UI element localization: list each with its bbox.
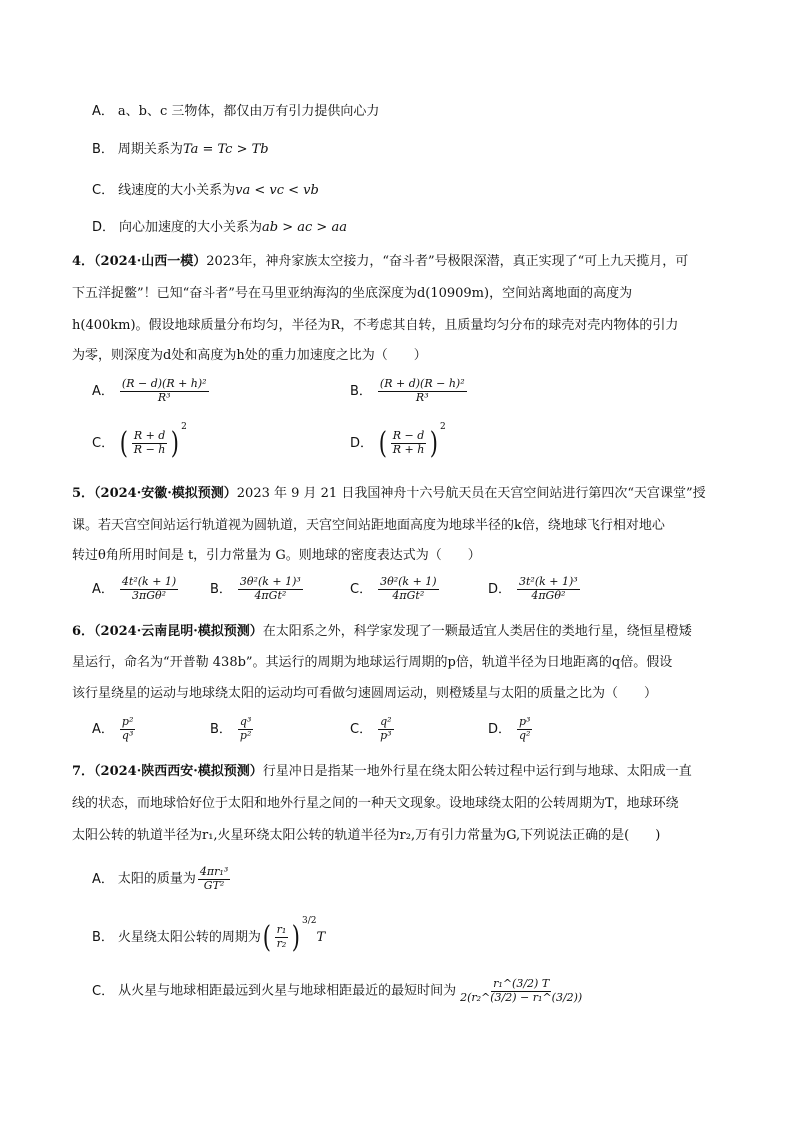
option-text: 从火星与地球相距最远到火星与地球相距最近的最短时间为 xyxy=(118,983,457,999)
fraction-denominator: 4πGθ² xyxy=(531,588,566,602)
fraction-denominator: R³ xyxy=(415,390,429,404)
q6-stem-line-2: 星运行，命名为“开普勒 438b”。其运行的周期为地球运行周期的p倍，轨道半径为日地距离的q倍。假设 xyxy=(72,655,673,670)
option-fraction xyxy=(238,576,303,602)
option-label: A． xyxy=(92,871,114,887)
question-source: （2024·安徽·模拟预测） xyxy=(94,486,237,501)
option-fraction xyxy=(517,576,580,602)
option-label: C． xyxy=(350,721,373,737)
q3-option-d xyxy=(92,220,347,236)
option-label: C． xyxy=(92,183,115,198)
option-label: A． xyxy=(92,581,114,597)
question-text: 2023年，神舟家族太空接力，“奋斗者”号极限深潜，真正实现了“可上九天揽月，可 xyxy=(206,254,689,269)
q7-option-b xyxy=(92,916,325,953)
fraction-numerator: R − d xyxy=(392,429,425,443)
fraction-numerator: q² xyxy=(380,715,392,728)
q7-stem-line-3: 太阳公转的轨道半径为r₁,火星环绕太阳公转的轨道半径为r₂,万有引力常量为G,下列说法正确的是( ) xyxy=(72,828,661,843)
question-number: 7． xyxy=(72,764,95,779)
option-label: D． xyxy=(488,721,512,737)
fraction-denominator: 4πGt² xyxy=(392,588,425,602)
q7-stem-line-2: 线的状态，而地球恰好位于太阳和地外行星之间的一种天文现象。设地球绕太阳的公转周期为T，地球环绕 xyxy=(72,796,679,811)
fraction-denominator: 4πGt² xyxy=(254,588,287,602)
option-fraction xyxy=(198,866,230,892)
question-text: 2023 年 9 月 21 日我国神舟十六号航天员在天宫空间站进行第四次“天宫课堂”授 xyxy=(236,486,706,501)
fraction-denominator: R³ xyxy=(157,390,171,404)
option-label: C． xyxy=(92,436,115,451)
question-source: （2024·云南昆明·模拟预测） xyxy=(94,624,263,639)
q3-option-c xyxy=(92,183,319,199)
option-label: B． xyxy=(92,930,114,945)
fraction-denominator: 2(r₂^(3/2) − r₁^(3/2)) xyxy=(460,990,583,1004)
fraction-numerator: p² xyxy=(121,715,134,728)
fraction-numerator: (R − d)(R + h)² xyxy=(121,377,207,390)
option-fraction xyxy=(391,430,427,456)
q4-option-d xyxy=(350,422,446,459)
fraction-numerator: (R + d)(R − h)² xyxy=(379,377,465,390)
option-label: D． xyxy=(488,581,512,597)
fraction-numerator: 3θ²(k + 1) xyxy=(380,575,437,588)
question-source: （2024·陕西西安·模拟预测） xyxy=(94,764,263,779)
exponent: 2 xyxy=(440,422,446,432)
option-math: Ta = Tc > Tb xyxy=(182,142,269,157)
q5-option-c xyxy=(350,576,441,602)
q4-stem-line-4: 为零，则深度为d处和高度为h处的重力加速度之比为（ ） xyxy=(72,348,427,363)
fraction-denominator: R − h xyxy=(133,443,166,456)
q5-option-d xyxy=(488,576,582,602)
fraction-numerator: R + d xyxy=(133,429,166,443)
fraction-denominator: p³ xyxy=(380,728,392,742)
fraction-denominator: R + h xyxy=(392,443,425,456)
exponent: 3/2 xyxy=(302,916,317,926)
fraction-numerator: r₁^(3/2) T xyxy=(493,977,550,990)
fraction-numerator: 4πr₁³ xyxy=(199,865,229,878)
q5-stem-line-2: 课。若天宫空间站运行轨道视为圆轨道，天宫空间站距地面高度为地球半径的k倍，绕地球飞行相对地心 xyxy=(72,518,665,533)
option-text: a、b、c 三物体，都仅由万有引力提供向心力 xyxy=(117,104,380,119)
q5-stem-line-1 xyxy=(72,486,706,502)
q6-stem-line-1 xyxy=(72,624,692,640)
fraction-denominator: q² xyxy=(519,728,531,742)
option-fraction xyxy=(120,378,209,404)
question-number: 4． xyxy=(72,254,95,269)
question-text: 行星冲日是指某一地外行星在绕太阳公转过程中运行到与地球、太阳成一直 xyxy=(262,764,692,779)
option-fraction xyxy=(378,716,393,742)
q3-option-a xyxy=(92,104,379,120)
option-text: 太阳的质量为 xyxy=(117,871,196,887)
fraction-denominator: p² xyxy=(239,728,252,742)
option-label: A． xyxy=(92,721,114,737)
option-label: C． xyxy=(92,983,115,999)
option-fraction xyxy=(275,924,289,950)
option-text: 向心加速度的大小关系为 xyxy=(119,220,263,235)
option-fraction xyxy=(120,716,135,742)
option-fraction xyxy=(132,430,168,456)
fraction-numerator: 3θ²(k + 1)³ xyxy=(239,575,301,588)
fraction-numerator: p³ xyxy=(519,715,531,728)
exponent: 2 xyxy=(181,422,187,432)
q5-option-b xyxy=(210,576,305,602)
q3-option-b xyxy=(92,142,269,158)
option-fraction xyxy=(517,716,532,742)
option-fraction xyxy=(120,576,178,602)
fraction-numerator: 4t²(k + 1) xyxy=(121,575,177,588)
question-source: （2024·山西一模） xyxy=(94,254,207,269)
option-text: 线速度的大小关系为 xyxy=(118,183,236,198)
option-text: 火星绕太阳公转的周期为 xyxy=(117,930,261,945)
fraction-numerator: 3t²(k + 1)³ xyxy=(519,575,578,588)
question-text: 在太阳系之外，科学家发现了一颗最适宜人类居住的类地行星，绕恒星橙矮 xyxy=(262,624,692,639)
option-expression: ( $\frac{\text{r₁}}{\text{r₂}}$ ) $^{3/2}$T xyxy=(262,916,326,955)
option-label: B． xyxy=(210,721,232,737)
q6-option-d xyxy=(488,716,534,742)
option-expression: ( $\frac{R - d}{R + h}$ ) $^2$ xyxy=(378,422,446,461)
fraction-denominator: 3πGθ² xyxy=(132,588,167,602)
fraction-numerator: q³ xyxy=(239,715,252,728)
q4-stem-line-3: h(400km)。假设地球质量分布均匀，半径为R，不考虑其自转，且质量均匀分布的球壳对壳内物体的引力 xyxy=(72,318,679,333)
option-label: A． xyxy=(92,104,114,119)
q6-option-c xyxy=(350,716,396,742)
option-tail: T xyxy=(316,930,326,945)
option-label: B． xyxy=(92,142,114,157)
question-number: 6． xyxy=(72,624,95,639)
option-math: va < vc < vb xyxy=(235,183,319,198)
q6-stem-line-3: 该行星绕星的运动与地球绕太阳的运动均可看做匀速圆周运动，则橙矮星与太阳的质量之比为（ ） xyxy=(72,686,658,701)
option-fraction xyxy=(378,378,467,404)
option-fraction xyxy=(458,978,584,1004)
question-number: 5． xyxy=(72,486,95,501)
option-text: 周期关系为 xyxy=(117,142,183,157)
q6-option-b xyxy=(210,716,255,742)
option-math: ab > ac > aa xyxy=(262,220,347,235)
fraction-denominator: q³ xyxy=(121,728,134,742)
option-label: D． xyxy=(92,220,116,235)
fraction-denominator: r₂ xyxy=(276,937,287,950)
q4-option-a xyxy=(92,378,211,404)
option-expression: ( $\frac{R + d}{R - h}$ ) $^2$ xyxy=(119,422,187,461)
q7-option-a xyxy=(92,866,232,892)
q7-option-c xyxy=(92,978,586,1004)
q4-option-c xyxy=(92,422,187,459)
option-label: A． xyxy=(92,383,114,399)
option-label: D． xyxy=(350,436,374,451)
q5-option-a xyxy=(92,576,180,602)
fraction-numerator: r₁ xyxy=(276,923,287,937)
q7-stem-line-1 xyxy=(72,764,692,780)
option-label: C． xyxy=(350,581,373,597)
option-fraction xyxy=(378,576,439,602)
q4-stem-line-1 xyxy=(72,254,688,270)
option-label: B． xyxy=(210,581,232,597)
q4-stem-line-2: 下五洋捉鳖”！已知“奋斗者”号在马里亚纳海沟的坐底深度为d(10909m)，空间站离地面的高度为 xyxy=(72,286,633,301)
q4-option-b xyxy=(350,378,469,404)
option-label: B． xyxy=(350,383,372,399)
q6-option-a xyxy=(92,716,137,742)
q5-stem-line-3: 转过θ角所用时间是 t，引力常量为 G。则地球的密度表达式为（ ） xyxy=(72,548,481,563)
option-fraction xyxy=(238,716,253,742)
fraction-denominator: GT² xyxy=(203,878,225,892)
